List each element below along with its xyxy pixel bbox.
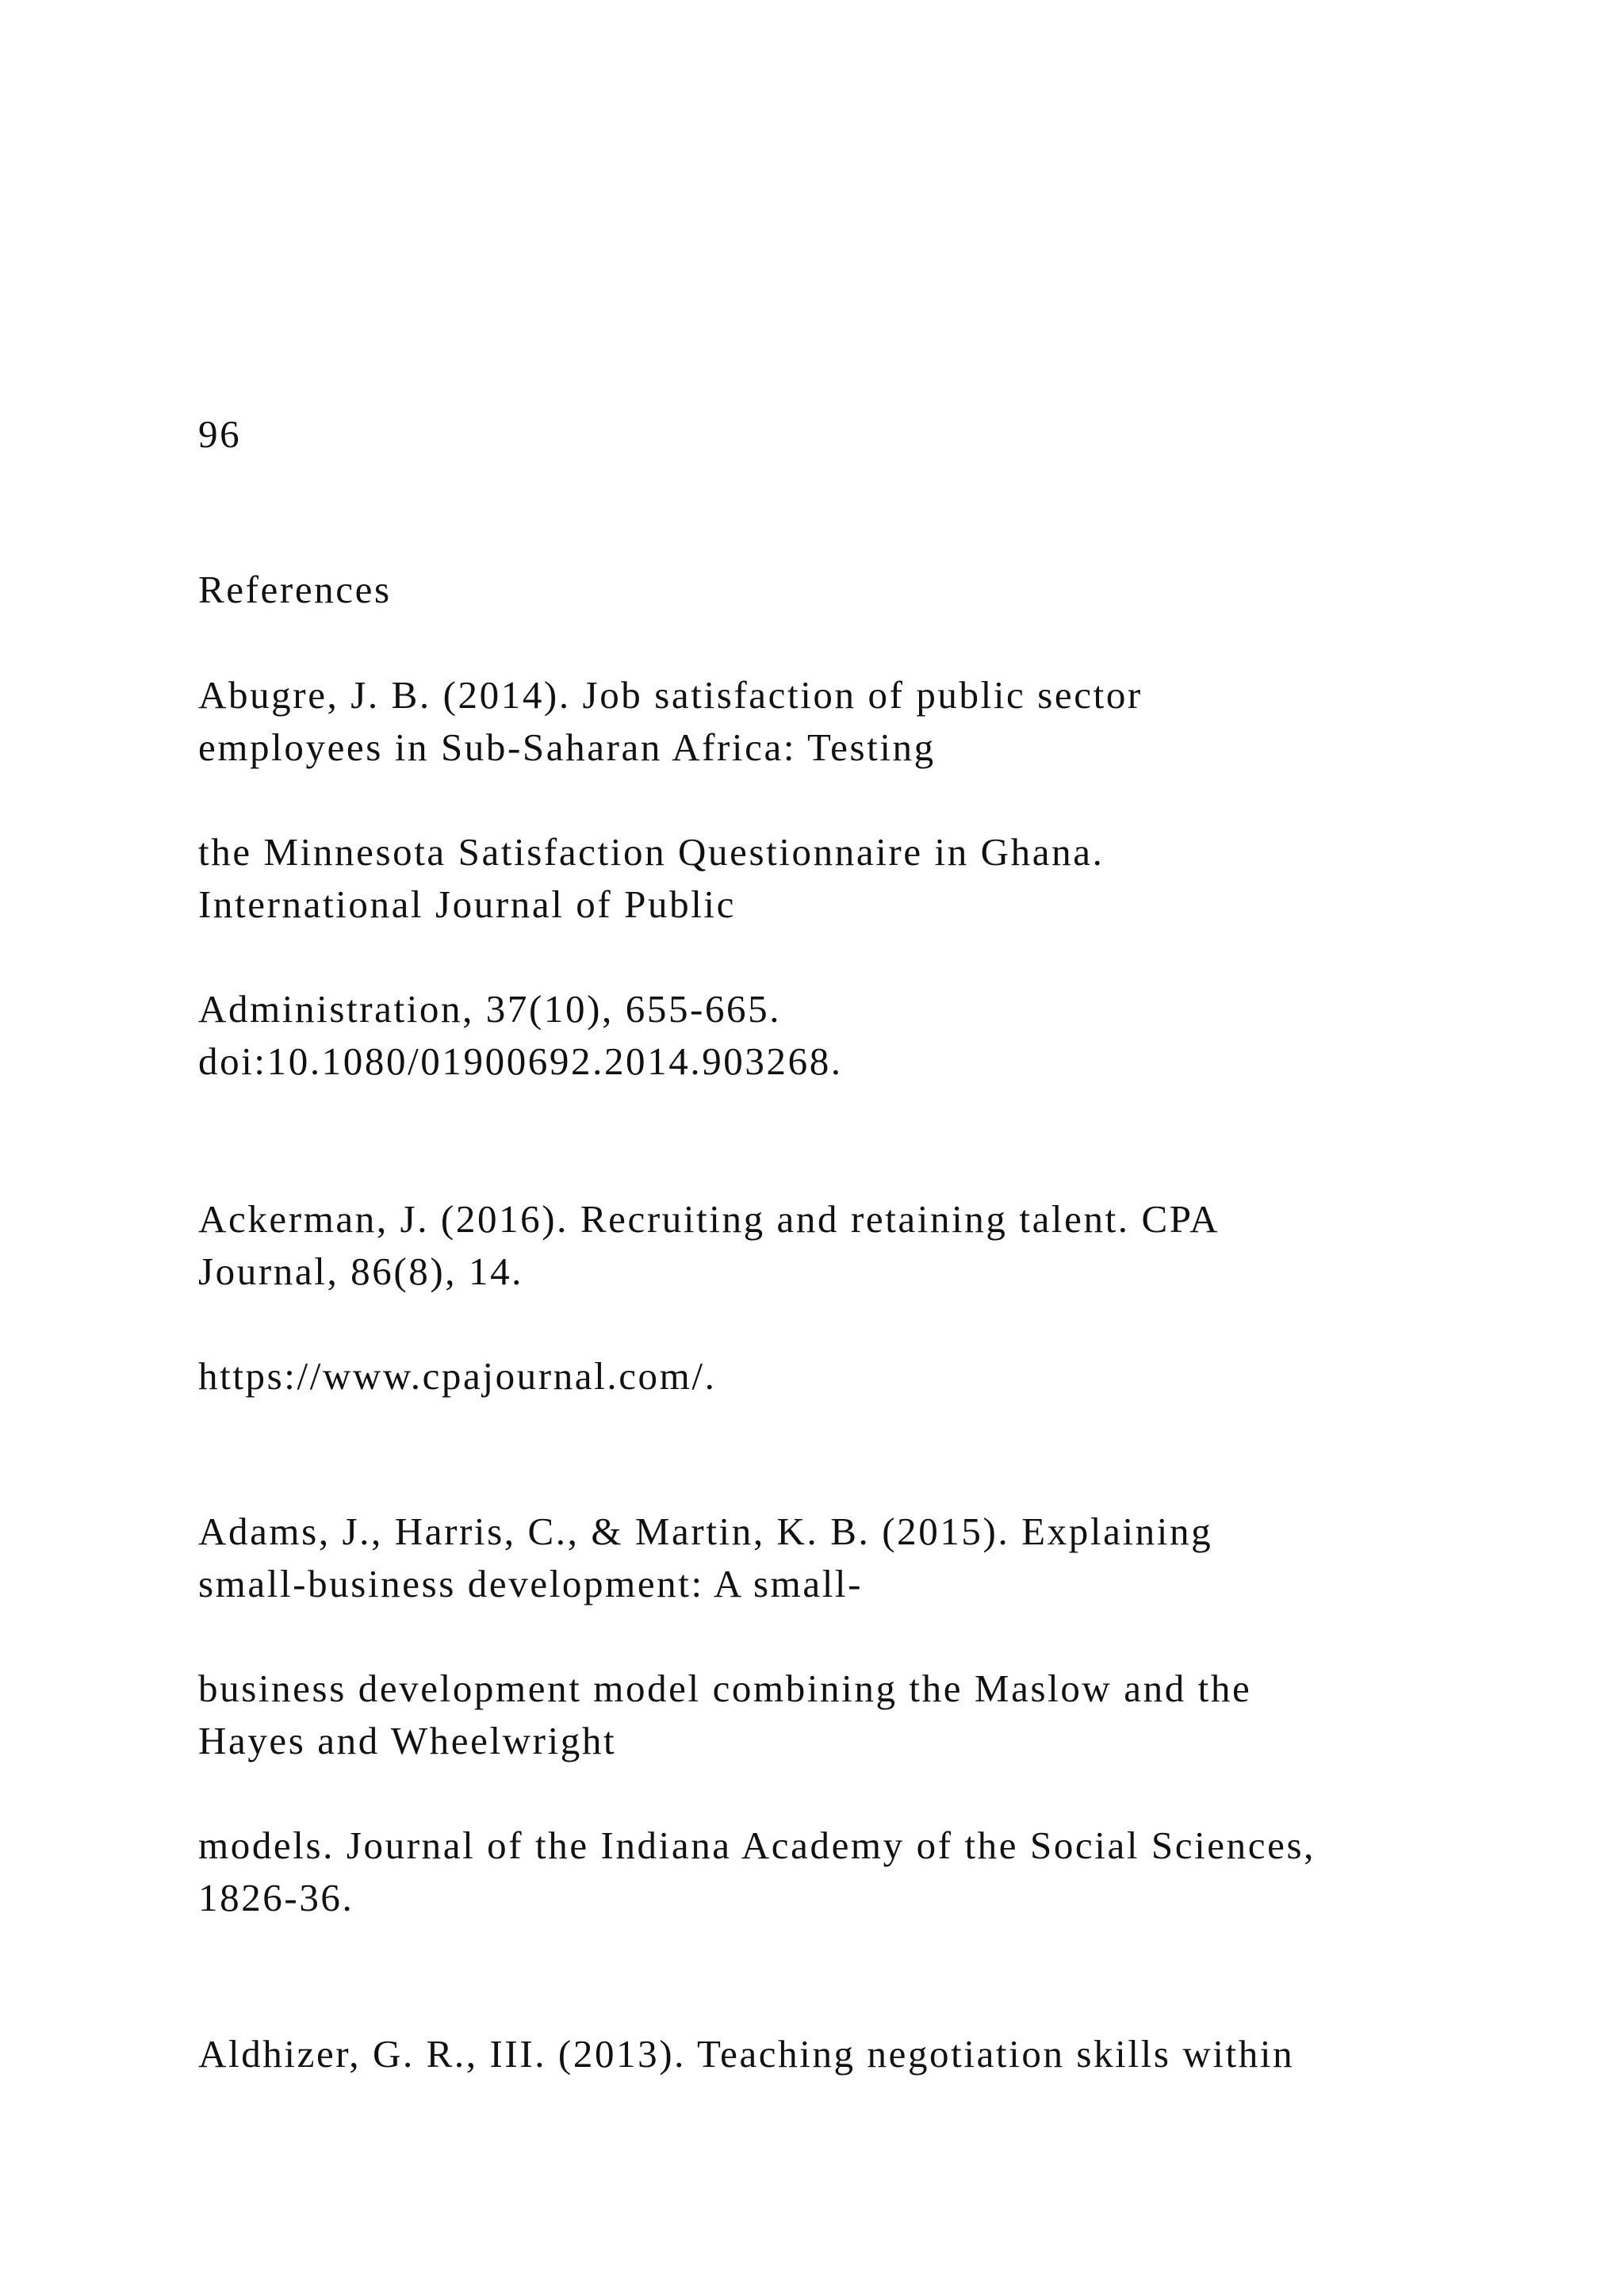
reference-line: Journal, 86(8), 14. <box>198 1249 524 1293</box>
reference-line: Aldhizer, G. R., III. (2013). Teaching negotiation skills within <box>198 2032 1295 2076</box>
reference-line: Adams, J., Harris, C., & Martin, K. B. (2015). Explaining <box>198 1510 1213 1553</box>
reference-line: employees in Sub-Saharan Africa: Testing <box>198 725 936 769</box>
reference-line: International Journal of Public <box>198 882 736 926</box>
reference-line: business development model combining the Maslow and the <box>198 1667 1252 1710</box>
reference-line: small-business development: A small- <box>198 1562 864 1605</box>
reference-link[interactable]: https://www.cpajournal.com/. <box>198 1354 717 1398</box>
reference-line: doi:10.1080/01900692.2014.903268. <box>198 1039 843 1083</box>
reference-line: 1826-36. <box>198 1876 354 1919</box>
references-heading: References <box>198 568 392 611</box>
reference-line: Ackerman, J. (2016). Recruiting and retaining talent. CPA <box>198 1197 1220 1241</box>
reference-line: Abugre, J. B. (2014). Job satisfaction of public sector <box>198 673 1143 717</box>
reference-line: Administration, 37(10), 655-665. <box>198 987 782 1031</box>
page-number: 96 <box>198 412 242 456</box>
reference-line: the Minnesota Satisfaction Questionnaire in Ghana. <box>198 830 1105 874</box>
reference-line: Hayes and Wheelwright <box>198 1719 617 1762</box>
reference-line: models. Journal of the Indiana Academy of the Social Sciences, <box>198 1823 1316 1867</box>
